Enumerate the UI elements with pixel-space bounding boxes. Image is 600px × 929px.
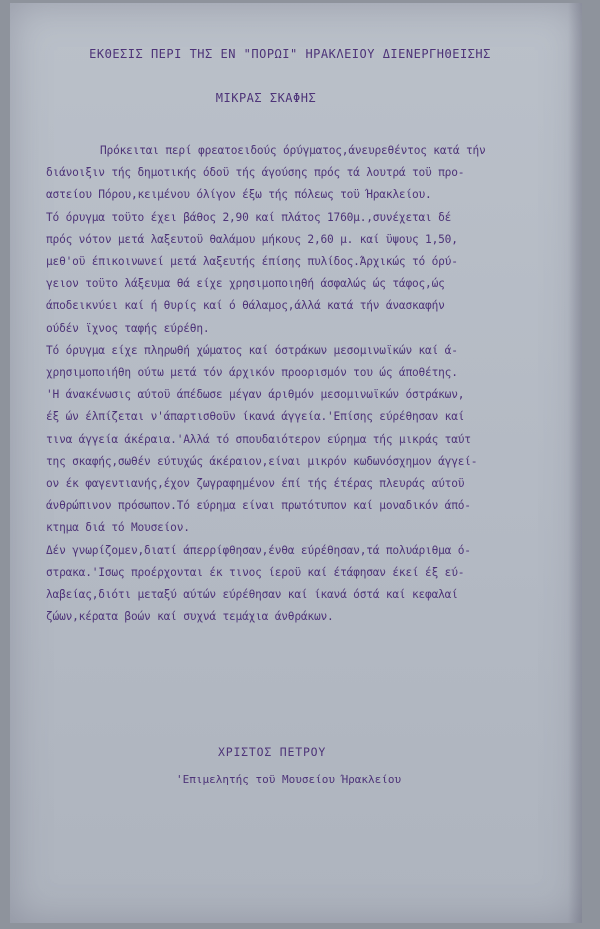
body-line: ον έκ φαγεντιανής,έχον ζωγραφημένον έπί τής έτέρας πλευράς αύτοϋ — [46, 477, 465, 491]
body-line: μεθ'οϋ έπικοινωνεί μετά λαξευτής έπίσης πυλίδος.Άρχικώς τό όρύ- — [46, 255, 458, 269]
body-line: άνθρώπινον πρόσωπον.Τό εύρημα είναι πρωτότυπον καί μοναδικόν άπό- — [46, 499, 471, 513]
body-line: Τό όρυγμα είχε πληρωθή χώματος καί όστράκων μεσομινωϊκών καί ά- — [46, 343, 458, 357]
body-line: άποδεικνύει καί ή θυρίς καί ό θάλαμος,άλλά κατά τήν άνασκαφήν — [46, 299, 445, 313]
paper-sheet — [10, 3, 582, 923]
report-body — [46, 140, 574, 628]
body-line: ούδέν ϊχνος ταφής εύρέθη. — [46, 321, 210, 335]
body-line: της σκαφής,σωθέν εύτυχώς άκέραιον,είναι μικρόν κωδωνόσχημον άγγεί- — [46, 454, 478, 468]
body-line: κτημα διά τό Μουσείον. — [46, 521, 190, 535]
body-line: γειον τοϋτο λάξευμα θά είχε χρησιμοποιηθή άσφαλώς ώς τάφος,ώς — [46, 277, 445, 291]
signature-role: 'Επιμελητής τοϋ Μουσείου Ήρακλείου — [176, 773, 402, 786]
body-line: Δέν γνωρίζομεν,διατί άπερρίφθησαν,ένθα εύρέθησαν,τά πολυάριθμα ό- — [46, 543, 471, 557]
body-line: Τό όρυγμα τοϋτο έχει βάθος 2,90 καί πλάτος 1760μ.,συνέχεται δέ — [46, 210, 452, 224]
body-line: διάνοιξιν τής δημοτικής όδοϋ τής άγούσης πρός τά λουτρά τοϋ προ- — [46, 166, 465, 180]
body-line: χρησιμοποιήθη ούτω μετά τόν άρχικόν προορισμόν του ώς άποθέτης. — [46, 366, 458, 380]
report-title-line-1: ΕΚΘΕΣΙΣ ΠΕΡΙ ΤΗΣ ΕΝ "ΠΟΡΩΙ" ΗΡΑΚΛΕΙΟΥ ΔΙΕΝΕΡΓΗΘΕΙΣΗΣ — [89, 47, 491, 61]
report-title-line-2: ΜΙΚΡΑΣ ΣΚΑΦΗΣ — [215, 91, 317, 105]
body-line: τινα άγγεία άκέραια.'Αλλά τό σπουδαιότερον εύρημα τής μικράς ταύτ — [46, 432, 471, 446]
signature-name: ΧΡΙΣΤΟΣ ΠΕΤΡΟΥ — [218, 745, 327, 759]
body-line: ζώων,κέρατα βοών καί συχνά τεμάχια άνθράκων. — [46, 610, 334, 624]
body-line: στρακα.'Ισως προέρχονται έκ τινος ίεροϋ καί έτάφησαν έκεί έξ εύ- — [46, 565, 465, 579]
body-line: έξ ών έλπίζεται ν'άπαρτισθοϋν ίκανά άγγεία.'Επίσης εύρέθησαν καί — [46, 410, 465, 424]
body-line: αστείου Πόρου,κειμένου όλίγον έξω τής πόλεως τοϋ Ήρακλείου. — [46, 188, 432, 202]
body-line: Πρόκειται περί φρεατοειδούς όρύγματος,άνευρεθέντος κατά τήν — [100, 144, 486, 157]
body-line: 'Η άνακένωσις αύτοϋ άπέδωσε μέγαν άριθμόν μεσομινωϊκών όστράκων, — [46, 388, 465, 402]
body-line: λαβείας,διότι μεταξύ αύτών εύρέθησαν καί ίκανά όστά καί κεφαλαί — [46, 588, 458, 602]
body-line: πρός νότον μετά λαξευτοϋ θαλάμου μήκους 2,60 μ. καί ϋψους 1,50, — [46, 232, 458, 246]
